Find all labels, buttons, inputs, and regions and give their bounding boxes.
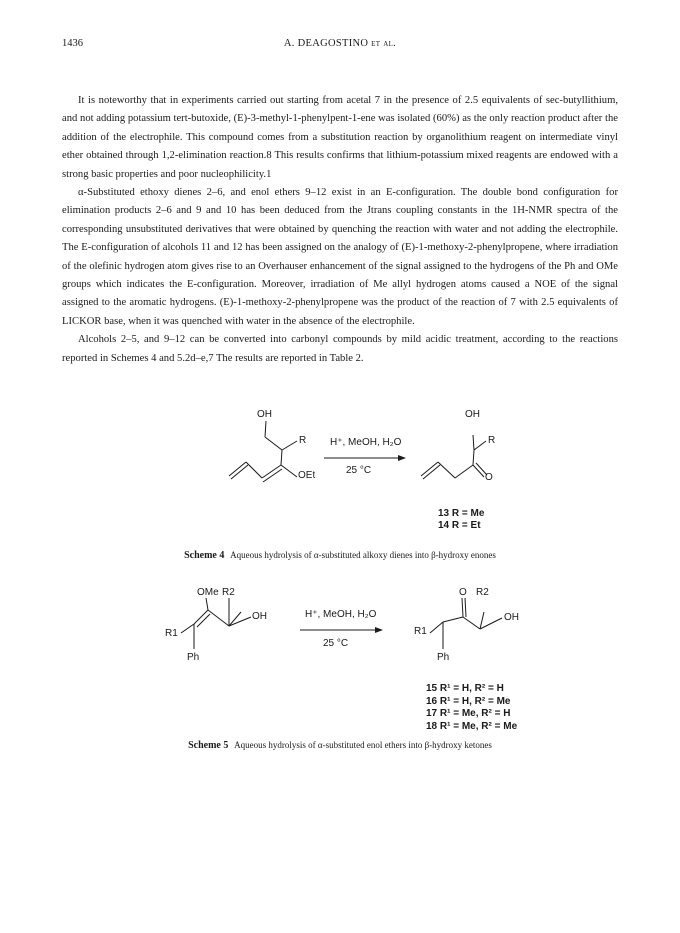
r-label: R xyxy=(299,435,307,446)
ph-label: Ph xyxy=(437,652,450,663)
compound-13: 13 R = Me xyxy=(438,508,485,519)
compound-16: 16 R¹ = H, R² = Me xyxy=(426,695,511,707)
caption-text: Aqueous hydrolysis of α-substituted alkoxy dienes into β-hydroxy enones xyxy=(230,550,496,560)
paragraph-2: α-Substituted ethoxy dienes 2–6, and enol ethers 9–12 exist in an E-configuration. The double bond configuration for elimination products 2–6 and 9 and 10 has been deduced from the Jtrans coupling constants in the 1H-NMR spectra of the corresponding unsubstituted derivatives that were obtained by quenching the reaction with water and not adding the electrophile. The E-configuration of alcohols 11 and 12 has been assigned on the analogy of (E)-1-methoxy-2-phenylpropene, where irradiation of the olefinic hydrogen atom gives rise to an Overhauser enhancement of the signal assigned to the hydrogens of the Ph and OMe groups which indicates the E-configuration. Moreover, irradiation of Me allyl hydrogen atoms caused a NOE of the signal assigned to the aromatic hydrogens. (E)-1-methoxy-2-phenylpropene was the product of the reaction of 7 with 2.5 equivalents of LICKOR base, when it was quenched with water in the absence of the electrophile. xyxy=(62,187,618,327)
r2-label: R2 xyxy=(476,587,489,598)
compound-15: 15 R¹ = H, R² = H xyxy=(426,683,504,694)
scheme-4-caption xyxy=(62,550,618,561)
reagents-label: H⁺, MeOH, H₂O xyxy=(330,437,402,448)
caption-label: Scheme 5 xyxy=(188,740,229,751)
r1-label: R1 xyxy=(165,628,178,639)
conditions-label: 25 °C xyxy=(323,638,349,649)
paragraph-1: It is noteworthy that in experiments carried out starting from acetal 7 in the presence of 2.5 equivalents of sec-butyllithium, and not adding potassium tert-butoxide, (E)-3-methyl-1-phenylpent-1-ene was isolated (60%) as the only reaction product after the addition of the electrophile. This compound comes from a substitution reaction by organolithium reagent on intermediate vinyl ether obtained through 1,2-elimination reaction.8 This results confirms that lithium-potassium mixed reagents are endowed with a strong basic properties and poor nucleophilicity.1 xyxy=(62,95,618,180)
caption-label: Scheme 4 xyxy=(184,550,225,561)
r2-label: R2 xyxy=(222,587,235,598)
r-label: R xyxy=(488,435,496,446)
conditions-label: 25 °C xyxy=(346,465,372,476)
scheme-5-caption xyxy=(62,740,618,751)
oh-label: OH xyxy=(504,612,519,623)
compound-14: 14 R = Et xyxy=(438,520,481,531)
oet-label: OEt xyxy=(298,470,316,481)
reagents-label: H⁺, MeOH, H₂O xyxy=(305,609,377,620)
oh-label: OH xyxy=(257,409,272,420)
carbonyl-o-label: O xyxy=(459,587,467,598)
running-head: A. DEAGOSTINO et al. xyxy=(283,38,397,49)
ph-label: Ph xyxy=(187,652,200,663)
compound-18: 18 R¹ = Me, R² = Me xyxy=(426,720,518,732)
r1-label: R1 xyxy=(414,626,427,637)
page-number: 1436 xyxy=(62,38,83,49)
oh-label: OH xyxy=(465,409,480,420)
compound-list xyxy=(426,683,517,733)
oh-label: OH xyxy=(252,611,267,622)
compound-17: 17 R¹ = Me, R² = H xyxy=(426,708,511,719)
caption-text: Aqueous hydrolysis of α-substituted enol ethers into β-hydroxy ketones xyxy=(234,740,492,750)
ome-label: OMe xyxy=(197,587,219,598)
carbonyl-o-label: O xyxy=(485,472,493,483)
compound-list xyxy=(438,508,484,532)
paragraph-3: Alcohols 2–5, and 9–12 can be converted into carbonyl compounds by mild acidic treatment, according to the reactions reported in Schemes 4 and 5.2d–e,7 The results are reported in Table 2. xyxy=(62,334,618,364)
